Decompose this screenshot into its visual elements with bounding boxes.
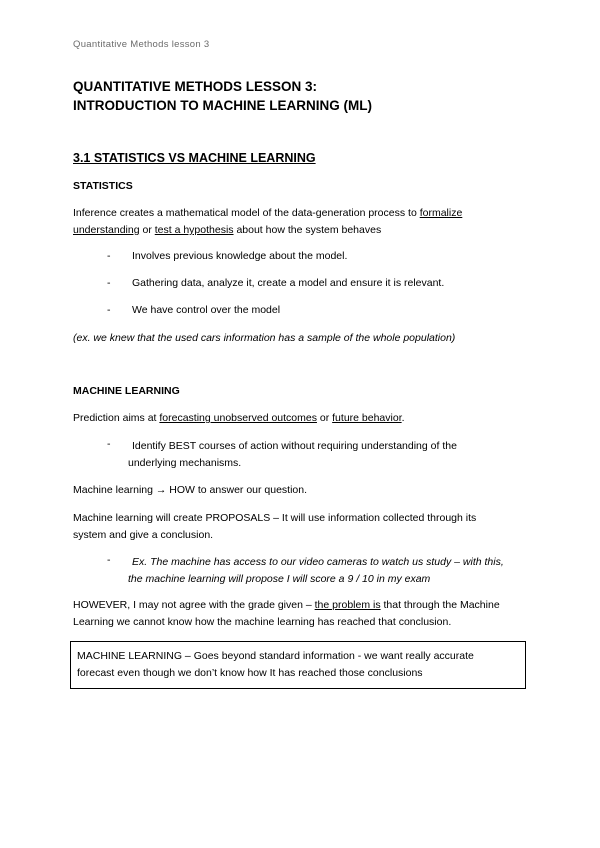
ml-heading: MACHINE LEARNING [73, 385, 180, 397]
statistics-example: (ex. we knew that the used cars information has a sample of the whole population) [73, 332, 456, 344]
summary-box [70, 641, 526, 689]
underlined-term: test a hypothesis [154, 224, 234, 236]
bullet-dash: - [107, 304, 111, 316]
statistics-paragraph: Inference creates a mathematical model of the data-generation process to formalize understanding or test a hypothesis about how the system behaves [73, 207, 463, 236]
bullet-dash: - [107, 554, 111, 566]
underlined-term: future behavior [332, 412, 402, 424]
underlined-term: the problem is [314, 599, 381, 611]
statistics-heading: STATISTICS [73, 180, 133, 192]
lesson-title: QUANTITATIVE METHODS LESSON 3: [73, 79, 318, 94]
list-item: We have control over the model [132, 304, 281, 316]
running-header: Quantitative Methods lesson 3 [73, 39, 210, 50]
underlined-term: understanding [73, 224, 140, 236]
section-heading: 3.1 STATISTICS VS MACHINE LEARNING [73, 151, 316, 165]
underlined-term: forecasting unobserved outcomes [159, 412, 317, 424]
ml-example: Ex. The machine has access to our video cameras to watch us study – with this, the machine learning will propose I will score a 9 / 10 in my exam [128, 556, 504, 585]
proposals-paragraph: Machine learning will create PROPOSALS – It will use information collected through its system and give a conclusion. [73, 512, 477, 541]
list-item: Involves previous knowledge about the model. [132, 250, 348, 262]
prediction-paragraph: Prediction aims at forecasting unobserved outcomes or future behavior. [73, 412, 405, 424]
bullet-dash: - [107, 277, 111, 289]
list-item: Identify BEST courses of action without requiring understanding of the underlying mechanisms. [128, 440, 457, 469]
bullet-dash: - [107, 438, 111, 450]
however-paragraph: HOWEVER, I may not agree with the grade given – the problem is that through the Machine Learning we cannot know how the machine learning has reached that conclusion. [73, 599, 500, 628]
bullet-dash: - [107, 250, 111, 262]
underlined-term: formalize [419, 207, 463, 219]
summary-text: MACHINE LEARNING – Goes beyond standard information - we want really accurate forecast even though we don’t know how It has reached those conclusions [77, 650, 474, 679]
lesson-subtitle: INTRODUCTION TO MACHINE LEARNING (ML) [73, 98, 372, 113]
list-item: Gathering data, analyze it, create a model and ensure it is relevant. [132, 277, 445, 289]
how-paragraph: Machine learning → HOW to answer our question. [73, 484, 308, 496]
